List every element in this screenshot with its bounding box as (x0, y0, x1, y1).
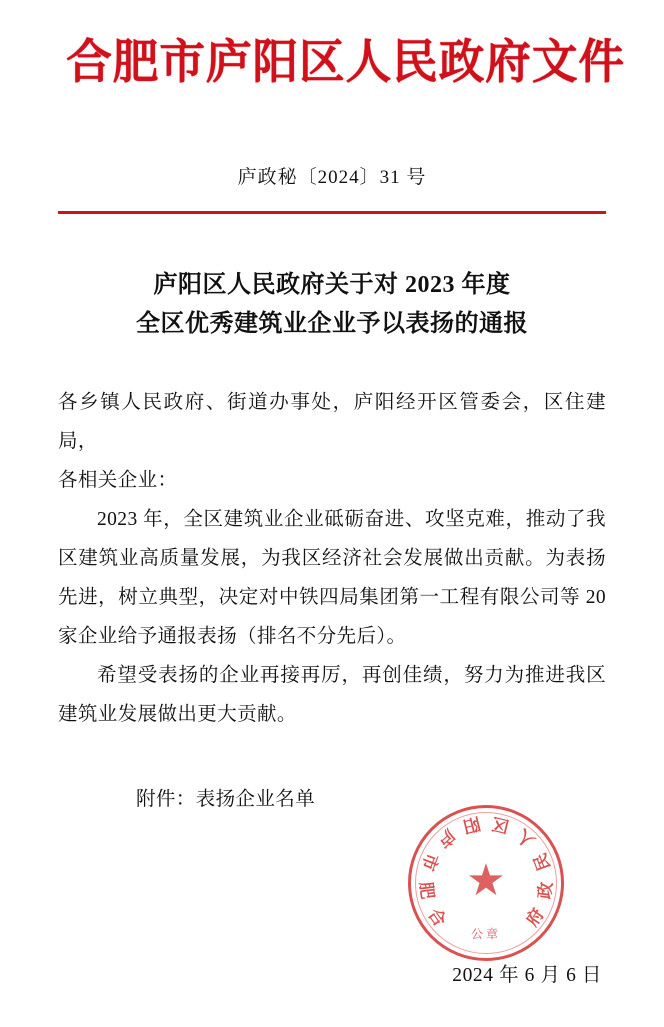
attachment-line: 附件：表扬企业名单 (136, 788, 316, 810)
seal-char: 府 (522, 905, 549, 931)
official-seal-icon (408, 805, 564, 961)
seal-char: 区 (489, 812, 512, 837)
masthead (58, 0, 625, 90)
document-body (58, 383, 606, 734)
masthead-title: 合肥市庐阳区人民政府文件 (66, 35, 625, 90)
seal-char: 庐 (432, 824, 459, 851)
body-paragraph-2: 希望受表扬的企业再接再厉，再创佳绩，努力为推进我区建筑业发展做出更大贡献。 (58, 664, 606, 725)
seal-char: 合 (423, 905, 450, 931)
seal-star-icon: ★ (466, 855, 506, 905)
seal-char: 阳 (460, 812, 483, 837)
seal-char: 市 (417, 850, 442, 874)
seal-char: 人 (513, 824, 540, 851)
body-paragraph-1: 2023 年，全区建筑业企业砥砺奋进、攻坚克难，推动了我区建筑业高质量发展，为我区经济社会发展做出贡献。为表扬先进，树立典型，决定对中铁四局集团第一工程有限公司等 20 家企业给予通报表扬（排名不分先后）。 (58, 508, 606, 647)
document-title-line-1: 庐阳区人民政府关于对 2023 年度 (153, 271, 511, 298)
seal-bottom-text: 公章 (470, 927, 501, 941)
seal-char: 肥 (414, 880, 437, 901)
recipients-line-2: 各相关企业： (58, 469, 178, 491)
seal-char: 民 (530, 850, 555, 874)
document-title (58, 266, 606, 345)
red-divider-rule (58, 211, 606, 214)
seal-char: 政 (535, 880, 558, 901)
signature-block (306, 807, 606, 997)
document-title-line-2: 全区优秀建筑业企业予以表扬的通报 (136, 311, 528, 338)
document-number: 庐政秘〔2024〕31 号 (237, 167, 427, 189)
recipients-line-1: 各乡镇人民政府、街道办事处，庐阳经开区管委会，区住建局， (58, 391, 606, 452)
document-date: 2024 年 6 月 6 日 (452, 965, 602, 986)
